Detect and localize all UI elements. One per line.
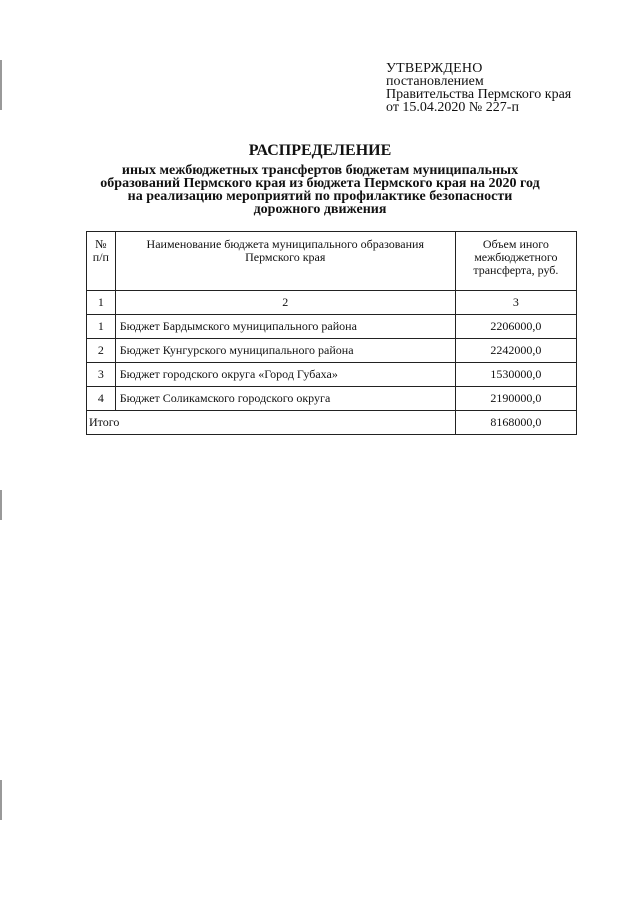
scan-edge-mark xyxy=(0,490,2,520)
distribution-table xyxy=(86,231,577,435)
table-header-row xyxy=(87,232,577,291)
subtitle-line: на реализацию мероприятий по профилактике безопасности xyxy=(127,189,513,204)
total-label: Итого xyxy=(87,411,456,435)
row-num: 3 xyxy=(87,363,116,387)
row-value: 2190000,0 xyxy=(455,387,576,411)
row-name: Бюджет Кунгурского муниципального района xyxy=(115,339,455,363)
document-subtitle xyxy=(80,164,560,216)
index-cell: 1 xyxy=(87,291,116,315)
header-value: Объем иного межбюджетного трансферта, руб. xyxy=(455,232,576,291)
subtitle-line: образований Пермского края из бюджета Пермского края на 2020 год xyxy=(100,176,540,191)
document-title: РАСПРЕДЕЛЕНИЕ xyxy=(248,142,392,159)
header-name: Наименование бюджета муниципального образования Пермского края xyxy=(115,232,455,291)
row-name: Бюджет городского округа «Город Губаха» xyxy=(115,363,455,387)
table-row xyxy=(87,315,577,339)
approval-line: постановлением xyxy=(386,74,484,89)
subtitle-line: дорожного движения xyxy=(253,202,387,217)
header-num: № п/п xyxy=(87,232,116,291)
total-value: 8168000,0 xyxy=(455,411,576,435)
subtitle-line: иных межбюджетных трансфертов бюджетам муниципальных xyxy=(121,163,519,178)
table-total-row xyxy=(87,411,577,435)
scan-edge-mark xyxy=(0,60,2,110)
table-row xyxy=(87,387,577,411)
approval-stamp xyxy=(386,62,571,114)
table-row xyxy=(87,339,577,363)
index-cell: 3 xyxy=(455,291,576,315)
index-cell: 2 xyxy=(115,291,455,315)
row-name: Бюджет Бардымского муниципального района xyxy=(115,315,455,339)
row-num: 2 xyxy=(87,339,116,363)
row-value: 1530000,0 xyxy=(455,363,576,387)
approval-heading: УТВЕРЖДЕНО xyxy=(386,61,483,76)
approval-line: Правительства Пермского края xyxy=(386,87,572,102)
approval-line: от 15.04.2020 № 227-п xyxy=(386,100,519,115)
row-name: Бюджет Соликамского городского округа xyxy=(115,387,455,411)
scan-edge-mark xyxy=(0,780,2,820)
row-value: 2206000,0 xyxy=(455,315,576,339)
table-index-row xyxy=(87,291,577,315)
table-row xyxy=(87,363,577,387)
row-value: 2242000,0 xyxy=(455,339,576,363)
row-num: 1 xyxy=(87,315,116,339)
row-num: 4 xyxy=(87,387,116,411)
